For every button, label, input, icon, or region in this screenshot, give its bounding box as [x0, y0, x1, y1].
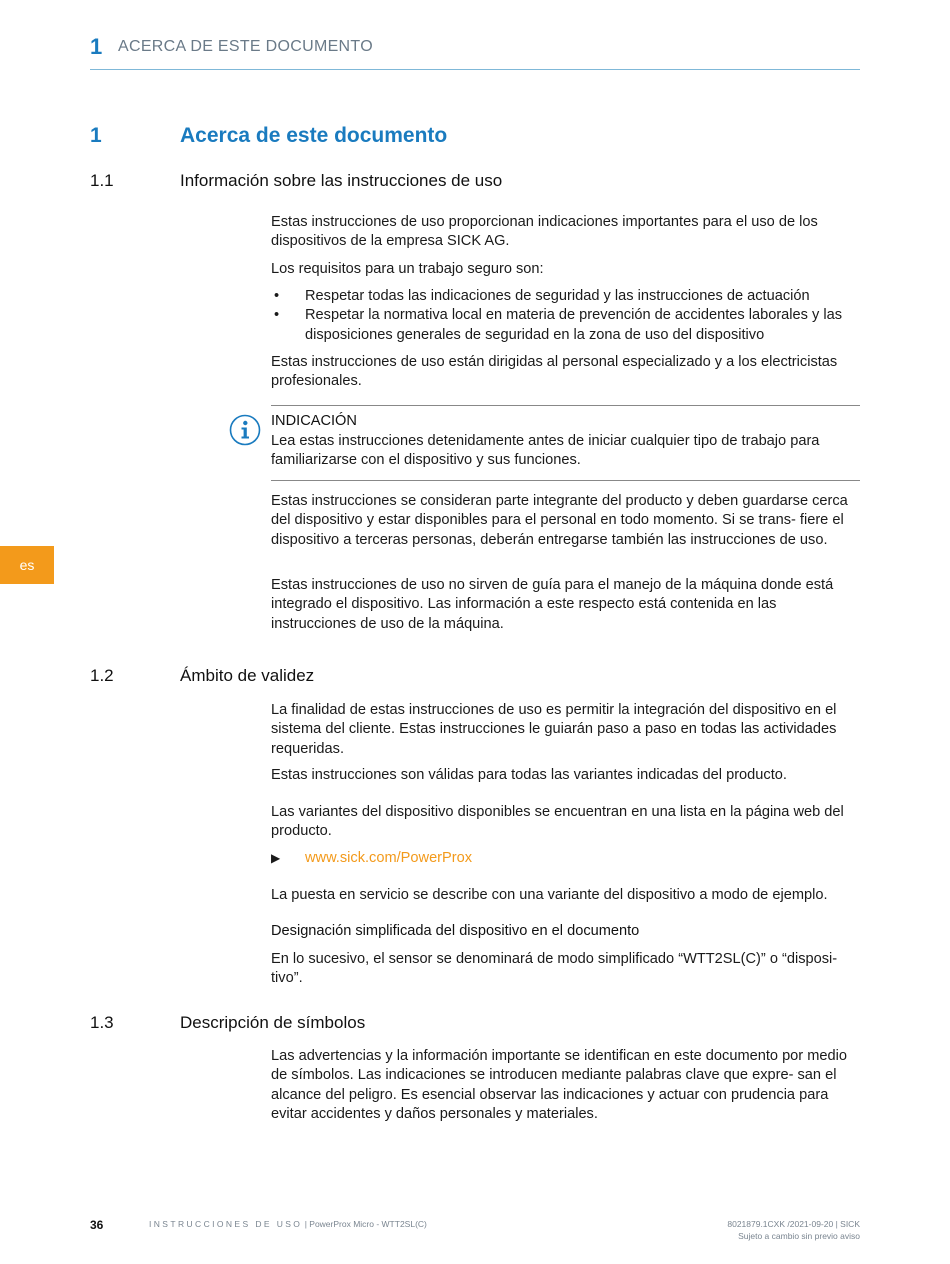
paragraph: Estas instrucciones son válidas para todas las variantes indicadas del producto.: [271, 767, 787, 783]
paragraph: Estas instrucciones de uso proporcionan indicaciones importantes para el uso de los dispositivos de la empresa SICK AG.: [271, 214, 818, 250]
section-title: Descripción de símbolos: [180, 1013, 366, 1032]
footer-disclaimer: Sujeto a cambio sin previo aviso: [738, 1231, 860, 1241]
list-item: [271, 287, 861, 306]
section-number: 1.1: [90, 171, 114, 190]
running-header-number: 1: [90, 34, 103, 59]
note-text: Lea estas instrucciones detenidamente antes de iniciar cualquier tipo de trabajo para familiarizarse con el dispositivo y sus funciones.: [271, 433, 820, 469]
list-item-text: Respetar todas las indicaciones de seguridad y las instrucciones de actuación: [305, 288, 810, 304]
paragraph: Los requisitos para un trabajo seguro son:: [271, 261, 544, 277]
footer-doc-type: INSTRUCCIONES DE USO: [149, 1219, 303, 1229]
product-link[interactable]: www.sick.com/PowerProx: [305, 850, 473, 866]
list-item: [271, 306, 861, 345]
page-number: 36: [90, 1218, 104, 1232]
footer-document-info: [149, 1219, 427, 1229]
running-header-title: ACERCA DE ESTE DOCUMENTO: [118, 38, 373, 55]
paragraph: Las variantes del dispositivo disponibles se encuentran en una lista en la página web del producto.: [271, 804, 844, 840]
bullet-icon: •: [274, 288, 280, 304]
section-number: 1.2: [90, 666, 114, 685]
paragraph: Las advertencias y la información importante se identifican en este documento por medio de símbolos. Las indicaciones se introducen mediante palabras clave que expre- san el alcance del peligro. Es esencial observar las indicaciones y actuar con prudencia para evitar accidentes y daños personales y materiales.: [271, 1048, 847, 1123]
paragraph: Estas instrucciones de uso no sirven de guía para el manejo de la máquina donde está integrado el dispositivo. Las información a este respecto está contenida en las instrucciones de uso de la máquina.: [271, 577, 834, 632]
paragraph: Estas instrucciones de uso están dirigidas al personal especializado y a los electricistas profesionales.: [271, 354, 838, 390]
list-item-text: Respetar la normativa local en materia de prevención de accidentes laborales y las disposiciones generales de seguridad en la zona de uso del dispositivo: [305, 307, 843, 343]
section-title: Ámbito de validez: [180, 666, 315, 685]
chapter-number: 1: [90, 124, 102, 147]
section-title: Información sobre las instrucciones de uso: [180, 171, 503, 190]
running-header: [90, 34, 860, 70]
info-icon: [229, 414, 261, 446]
note-title: INDICACIÓN: [271, 413, 357, 429]
footer-right: [727, 1218, 860, 1242]
paragraph: La puesta en servicio se describe con una variante del dispositivo a modo de ejemplo.: [271, 887, 828, 903]
bullet-icon: •: [274, 307, 280, 324]
paragraph: La finalidad de estas instrucciones de uso es permitir la integración del dispositivo en el sistema del cliente. Estas instrucciones le guiarán paso a paso en todas las actividades requeridas.: [271, 702, 837, 757]
footer-product: | PowerProx Micro - WTT2SL(C): [304, 1219, 427, 1229]
note-box: [271, 405, 860, 481]
subheading: Designación simplificada del dispositivo en el documento: [271, 923, 640, 939]
arrow-right-icon: ▶: [271, 851, 281, 865]
language-tab[interactable]: es: [0, 546, 54, 584]
paragraph: Estas instrucciones se consideran parte integrante del producto y deben guardarse cerca del dispositivo y estar disponibles para el personal en todo momento. Si se trans- fiere el dispositivo a terceras personas, deberán entregarse también las instrucciones de uso.: [271, 493, 848, 548]
section-number: 1.3: [90, 1013, 114, 1032]
chapter-title: Acerca de este documento: [180, 124, 448, 147]
requirements-list: [271, 287, 861, 345]
paragraph: En lo sucesivo, el sensor se denominará de modo simplificado “WTT2SL(C)” o “disposi- tivo”.: [271, 951, 838, 987]
footer-doc-id: 8021879.1CXK /2021-09-20 | SICK: [727, 1219, 860, 1229]
